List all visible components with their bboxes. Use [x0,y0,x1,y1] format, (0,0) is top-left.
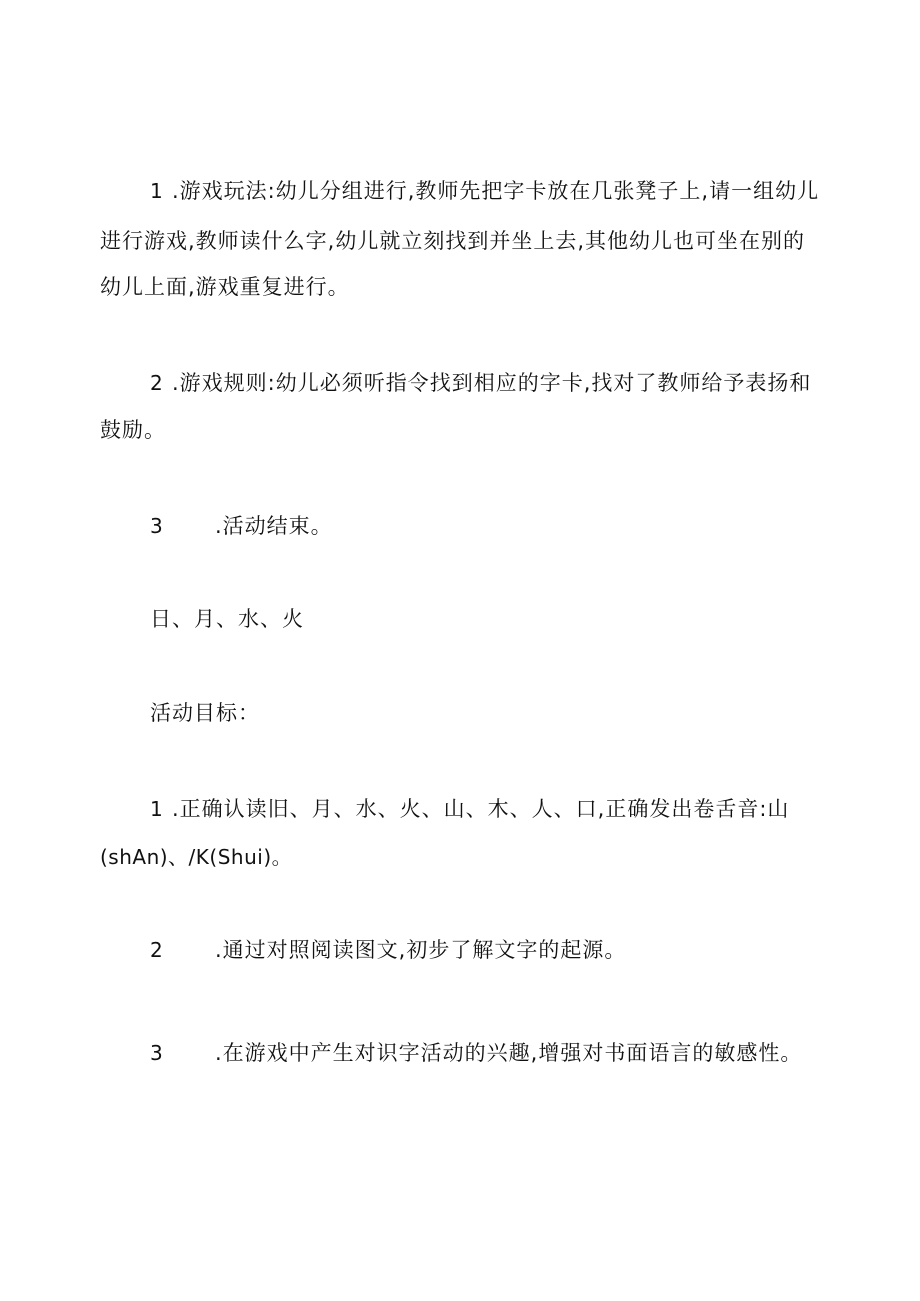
objectives-heading: 活动目标： [150,701,260,725]
paragraph-line: .游戏玩法:幼儿分组进行,教师先把字卡放在几张凳子上,请一组幼儿 [172,179,820,203]
paragraph-line: 幼儿上面,游戏重复进行。 [100,275,350,299]
paragraph-line: (shAn)、/K(Shui)。 [100,845,293,869]
item-number: 1 [150,797,163,821]
lesson-title: 日、月、水、火 [150,607,304,631]
item-number: 3 [150,514,163,538]
paragraph-line: .活动结束。 [215,514,333,538]
paragraph-line: .在游戏中产生对识字活动的兴趣,增强对书面语言的敏感性。 [215,1041,803,1065]
paragraph-line: .通过对照阅读图文,初步了解文字的起源。 [215,938,627,962]
paragraph-line: .游戏规则:幼儿必须听指令找到相应的字卡,找对了教师给予表扬和 [172,371,812,395]
item-number: 1 [150,179,163,203]
item-number: 3 [150,1041,163,1065]
paragraph-line: .正确认读旧、月、水、火、山、木、人、口,正确发出卷舌音:山 [172,797,790,821]
paragraph-line: 进行游戏,教师读什么字,幼儿就立刻找到并坐上去,其他幼儿也可坐在别的 [100,229,806,253]
item-number: 2 [150,938,163,962]
item-number: 2 [150,371,163,395]
paragraph-line: 鼓励。 [100,418,166,442]
